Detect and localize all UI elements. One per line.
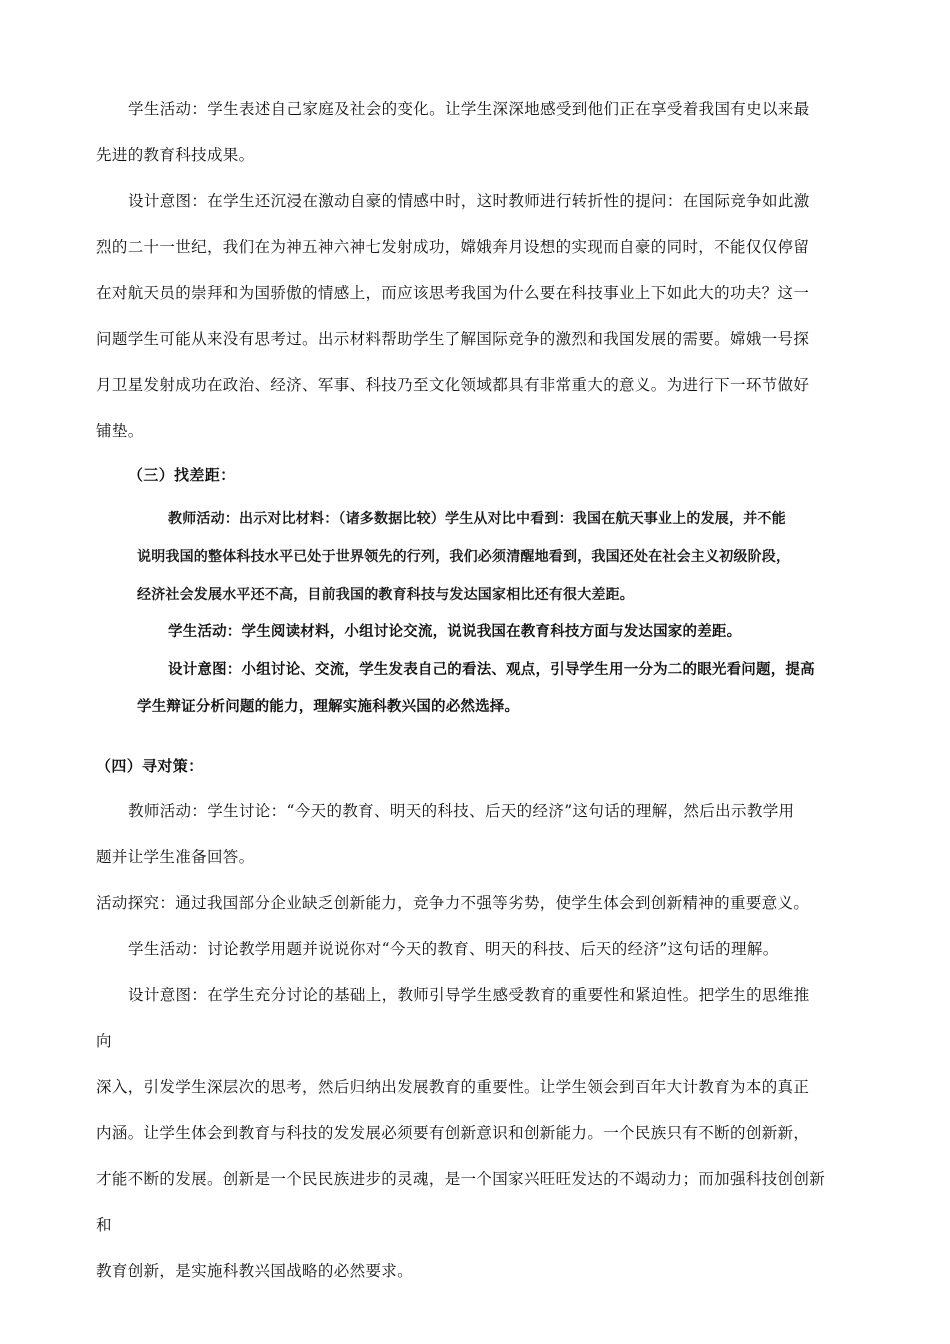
paragraph-line: 深入，引发学生深层次的思考，然后归纳出发展教育的重要性。让学生领会到百年大计教育为本的真正: [96, 1078, 810, 1096]
paragraph-line: 月卫星发射成功在政治、经济、军事、科技乃至文化领域都具有非常重大的意义。为进行下一环节做好: [96, 376, 810, 394]
paragraph-line: 学生活动：学生表述自己家庭及社会的变化。让学生深深地感受到他们正在享受着我国有史以来最: [128, 100, 810, 118]
image-text-line: 说明我国的整体科技水平已处于世界领先的行列，我们必须清醒地看到，我国还处在社会主义初级阶段，: [137, 549, 791, 565]
paragraph-line: 活动探究：通过我国部分企业缺乏创新能力，竞争力不强等劣势，使学生体会到创新精神的重要意义。: [96, 894, 810, 912]
paragraph-line: 教育创新，是实施科教兴国战略的必然要求。: [96, 1262, 414, 1280]
section-heading-gap: （三）找差距：: [128, 466, 236, 484]
paragraph-line: 烈的二十一世纪，我们在为神五神六神七发射成功，嫦娥奔月设想的实现而自豪的同时，不能仅仅停留: [96, 238, 810, 256]
paragraph-line: 向: [96, 1032, 112, 1050]
image-text-line: 设计意图：小组讨论、交流，学生发表自己的看法、观点，引导学生用一分为二的眼光看问题，提高: [168, 662, 815, 678]
paragraph-line: 和: [96, 1216, 112, 1234]
section-heading-countermeasure: （四）寻对策：: [96, 757, 204, 775]
paragraph-line: 内涵。让学生体会到教育与科技的发发展必须要有创新意识和创新能力。一个民族只有不断的创新新，: [96, 1124, 810, 1142]
paragraph-line: 铺垫。: [96, 422, 144, 440]
paragraph-line: 设计意图：在学生充分讨论的基础上，教师引导学生感受教育的重要性和紧迫性。把学生的思维推: [128, 986, 810, 1004]
paragraph-line: 问题学生可能从来没有思考过。出示材料帮助学生了解国际竞争的激烈和我国发展的需要。嫦娥一号探: [96, 330, 810, 348]
paragraph-line: 题并让学生准备回答。: [96, 848, 255, 866]
image-text-line: 经济社会发展水平还不高，目前我国的教育科技与发达国家相比还有很大差距。: [137, 587, 634, 603]
image-text-line: 学生辩证分析问题的能力，理解实施科教兴国的必然选择。: [137, 699, 520, 715]
paragraph-line: 先进的教育科技成果。: [96, 146, 255, 164]
paragraph-line: 学生活动：讨论教学用题并说说你对“今天的教育、明天的科技、后天的经济”这句话的理解。: [128, 940, 779, 958]
paragraph-line: 在对航天员的崇拜和为国骄傲的情感上，而应该思考我国为什么要在科技事业上下如此大的功夫？这一: [96, 284, 810, 302]
paragraph-line: 才能不断的发展。创新是一个民民族进步的灵魂，是一个国家兴旺旺发达的不竭动力；而加强科技创创新: [96, 1170, 826, 1188]
image-text-line: 教师活动：出示对比材料：（诸多数据比较）学生从对比中看到：我国在航天事业上的发展，并不能: [168, 511, 786, 527]
paragraph-line: 设计意图：在学生还沉浸在激动自豪的情感中时，这时教师进行转折性的提问：在国际竞争如此激: [128, 192, 810, 210]
paragraph-line: 教师活动：学生讨论：“今天的教育、明天的科技、后天的经济”这句话的理解，然后出示教学用: [128, 802, 795, 820]
image-text-line: 学生活动：学生阅读材料，小组讨论交流，说说我国在教育科技方面与发达国家的差距。: [168, 624, 742, 640]
